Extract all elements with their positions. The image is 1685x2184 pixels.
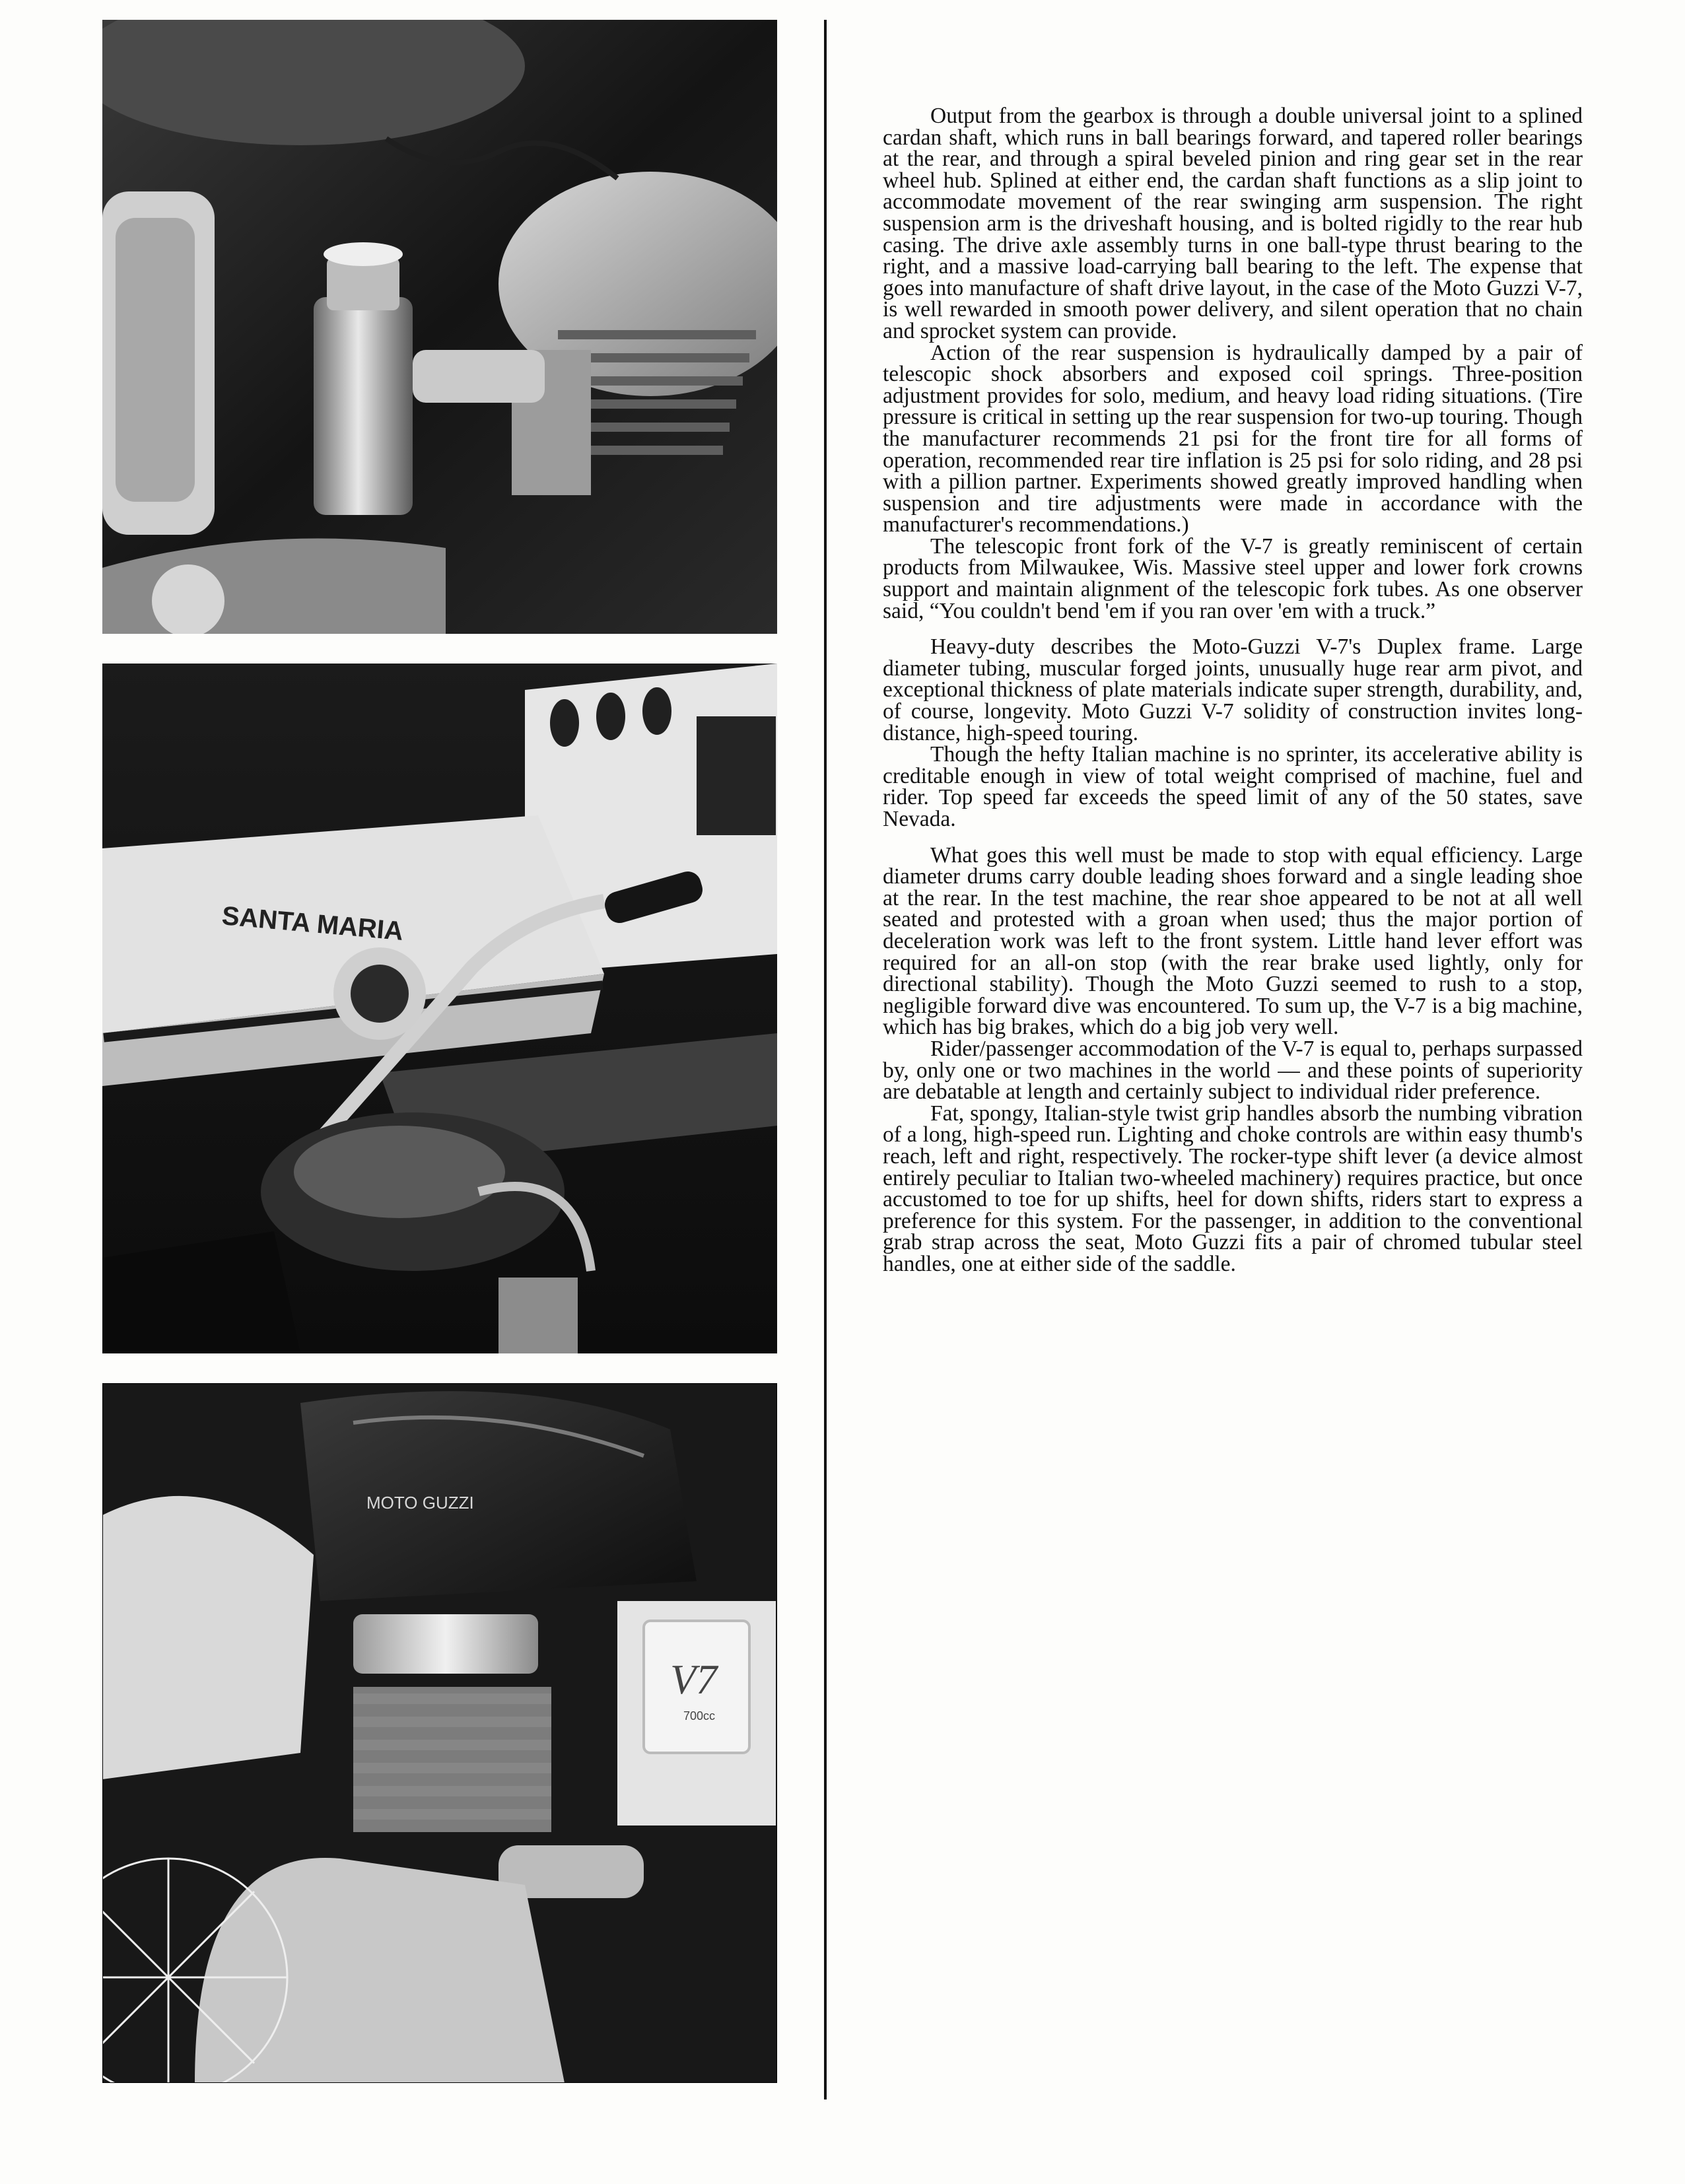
- tank-badge-text: MOTO GUZZI: [366, 1493, 474, 1513]
- engine-closeup-photo: [102, 20, 777, 634]
- tank-engine-photo: [102, 1383, 777, 2083]
- article-paragraph: Heavy-duty describes the Moto-Guzzi V-7's Duplex frame. Large diameter tubing, muscular forged joints, unusually huge rear arm pivot, and exceptional thickness of plate materials indicate super strength, durability, and, of course, longevity. Moto Guzzi V-7 solidity of construction invites long-distance, high-speed touring.: [883, 634, 1583, 745]
- article-paragraph: Action of the rear suspension is hydraulically damped by a pair of telescopic shock absorbers and exposed coil springs. Three-position adjustment provides for solo, medium, and heavy load riding situations. (Tire pressure is critical in setting up the rear suspension for two-up touring. Though the manufacturer recommends 21 psi for the front tire for all forms of operation, recommended rear tire inflation is 25 psi for solo riding, and 28 psi with a pillion partner. Experiments showed greatly improved handling when suspension and tire adjustments were made in accordance with the manufacturer's recommendations.): [883, 340, 1583, 537]
- side-panel-badge: V7: [670, 1656, 718, 1703]
- column-divider: [824, 20, 827, 2099]
- article-paragraph: Though the hefty Italian machine is no sprinter, its accelerative ability is creditable enough in view of total weight comprised of machine, fuel and rider. Top speed far exceeds the speed limit of any of the 50 states, save Nevada.: [883, 742, 1583, 831]
- boat-name: SANTA MARIA: [221, 901, 405, 946]
- side-panel-sub: 700cc: [683, 1709, 716, 1723]
- article-paragraph: Fat, spongy, Italian-style twist grip handles absorb the numbing vibration of a long, high-speed run. Lighting and choke controls are within easy thumb's reach, left and right, respectively. The rocker-type shift lever (a device almost entirely peculiar to Italian two-wheeled machinery) requires practice, but once accustomed to toe for up shifts, heel for down shifts, riders start to express a preference for this system. For the passenger, in addition to the conventional grab strap across the seat, Moto Guzzi fits a pair of chromed tubular steel handles, one at either side of the saddle.: [883, 1101, 1583, 1276]
- article-paragraph: The telescopic front fork of the V-7 is greatly reminiscent of certain products from Milwaukee, Wis. Massive steel upper and lower fork crowns support and maintain alignment of the telescopic fork tubes. As one observer said, “You couldn't bend 'em if you ran over 'em with a truck.”: [883, 533, 1583, 623]
- article-paragraph: What goes this well must be made to stop with equal efficiency. Large diameter drums carry double leading shoes forward and a single leading shoe at the rear. In the test machine, the rear shoe appeared to be not at all well seated and protested with a groan when used; thus the major portion of deceleration work was left to the front system. Little hand lever effort was required for an all-on stop (with the rear brake used lightly, only for directional stability). Though the Moto Guzzi seemed to rush to a stop, negligible forward dive was encountered. To sum up, the V-7 is a big machine, which has big brakes, which do a big job very well.: [883, 842, 1583, 1040]
- dockside-motorcycle-photo: [102, 664, 777, 1353]
- article-paragraph: Output from the gearbox is through a double universal joint to a splined cardan shaft, which runs in ball bearings forward, and tapered roller bearings at the rear, and through a spiral beveled pinion and ring gear set in the rear wheel hub. Splined at either end, the cardan shaft functions as a slip joint to accommodate movement of the rear swinging arm suspension. The right suspension arm is the driveshaft housing, and is bolted rigidly to the rear hub casing. The drive axle assembly turns in one ball-type thrust bearing to the right, and a massive load-carrying ball bearing to the left. The expense that goes into manufacture of shaft drive layout, in the case of the Moto Guzzi V-7, is well rewarded in smooth power delivery, and silent operation that no chain and sprocket system can provide.: [883, 104, 1583, 343]
- article-paragraph: Rider/passenger accommodation of the V-7 is equal to, perhaps surpassed by, only one or two machines in the world — and these points of superiority are debatable at length and certainly subject to individual rider preference.: [883, 1036, 1583, 1105]
- article-text-column: [883, 106, 1583, 1275]
